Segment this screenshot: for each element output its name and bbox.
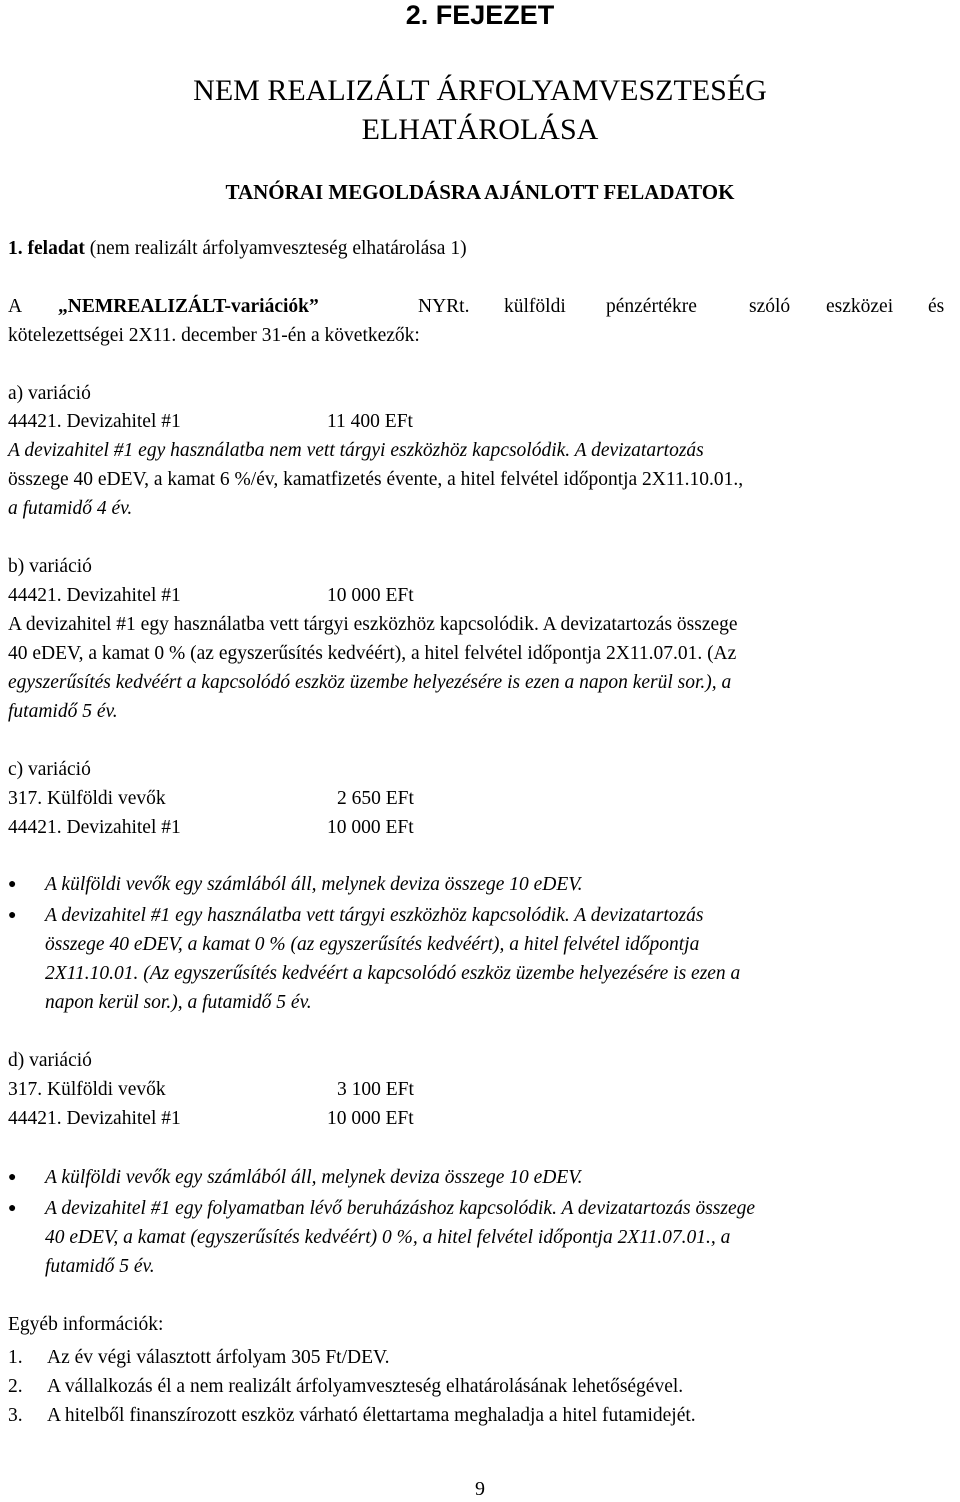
chapter-heading: 2. FEJEZET (405, 0, 555, 30)
variation-c-bullet-2-line-1: A devizahitel #1 egy használatba vett tárgyi eszközhöz kapcsolódik. A devizatartozás (45, 905, 704, 926)
variation-b-text-1: A devizahitel #1 egy használatba vett tárgyi eszközhöz kapcsolódik. A devizatartozás összege (8, 614, 738, 635)
variation-d-bullet-2-line-2: 40 eDEV, a kamat (egyszerűsítés kedvéért) 0 %, a hitel felvétel időpontja 2X11.07.01., a (45, 1227, 731, 1248)
other-info-item-2-number: 2. (8, 1376, 23, 1397)
bullet-icon: ● (8, 1201, 17, 1216)
intro-word-es: és (928, 296, 945, 317)
variation-d-bullet-2-line-1: A devizahitel #1 egy folyamatban lévő beruházáshoz kapcsolódik. A devizatartozás összege (45, 1198, 756, 1219)
intro-word-penzertekre: pénzértékre (606, 296, 697, 317)
intro-line-2: kötelezettségei 2X11. december 31-én a következők: (8, 325, 420, 346)
other-info-heading: Egyéb információk: (8, 1314, 164, 1335)
variation-d-heading: d) variáció (8, 1050, 92, 1071)
chapter-title-line-2: ELHATÁROLÁSA (361, 113, 599, 146)
other-info-item-2-text: A vállalkozás él a nem realizált árfolyamveszteség elhatárolásának lehetőségével. (47, 1376, 684, 1397)
variation-a-row-amount: 11 400 EFt (327, 411, 413, 432)
variation-d-bullet-2-line-3: futamidő 5 év. (45, 1256, 155, 1277)
variation-a-text-2: összege 40 eDEV, a kamat 6 %/év, kamatfizetés évente, a hitel felvétel időpontja 2X11.10.01., (8, 469, 744, 490)
variation-c-bullet-2-line-4: napon kerül sor.), a futamidő 5 év. (45, 992, 312, 1013)
other-info-item-1-text: Az év végi választott árfolyam 305 Ft/DEV. (47, 1347, 390, 1368)
variation-b-text-4: futamidő 5 év. (8, 701, 118, 722)
intro-word-szolo: szóló (749, 296, 791, 317)
section-subtitle: TANÓRAI MEGOLDÁSRA AJÁNLOTT FELADATOK (225, 180, 735, 204)
variation-d-row-2-amount: 10 000 EFt (327, 1108, 414, 1129)
variation-d-row-2-label: 44421. Devizahitel #1 (8, 1108, 181, 1129)
variation-c-heading: c) variáció (8, 759, 91, 780)
task-label: 1. feladat (8, 238, 85, 259)
task-heading (8, 238, 954, 260)
variation-d-row-1-amount: 3 100 EFt (337, 1079, 414, 1100)
variation-b-row-amount: 10 000 EFt (327, 585, 414, 606)
variation-a-row-label: 44421. Devizahitel #1 (8, 411, 181, 432)
variation-c-bullet-1: A külföldi vevők egy számlából áll, melynek deviza összege 10 eDEV. (45, 874, 583, 895)
intro-word-a: A (8, 296, 23, 317)
intro-company-name: „NEMREALIZÁLT-variációk” (58, 296, 319, 317)
variation-c-bullet-2-line-3: 2X11.10.01. (Az egyszerűsítés kedvéért a kapcsolódó eszköz üzembe helyezésére is ezen a (45, 963, 741, 984)
other-info-item-1-number: 1. (8, 1347, 23, 1368)
variation-b-text-2: 40 eDEV, a kamat 0 % (az egyszerűsítés kedvéért), a hitel felvétel időpontja 2X11.07.01. (Az (8, 643, 737, 664)
variation-c-row-2-label: 44421. Devizahitel #1 (8, 817, 181, 838)
variation-c-row-2-amount: 10 000 EFt (327, 817, 414, 838)
bullet-icon: ● (8, 908, 17, 923)
intro-word-nyrt: NYRt. (418, 296, 470, 317)
bullet-icon: ● (8, 877, 17, 892)
variation-b-row-label: 44421. Devizahitel #1 (8, 585, 181, 606)
variation-b-text-3: egyszerűsítés kedvéért a kapcsolódó eszköz üzembe helyezésére is ezen a napon kerül sor.), a (8, 672, 732, 693)
variation-b-heading: b) variáció (8, 556, 92, 577)
variation-d-row-1-label: 317. Külföldi vevők (8, 1079, 166, 1100)
variation-a-heading: a) variáció (8, 383, 91, 404)
page-number: 9 (475, 1478, 485, 1500)
variation-c-row-1-label: 317. Külföldi vevők (8, 788, 166, 809)
bullet-icon: ● (8, 1170, 17, 1185)
intro-word-kulfoldi: külföldi (504, 296, 566, 317)
other-info-item-3-text: A hitelből finanszírozott eszköz várható élettartama meghaladja a hitel futamidejét. (47, 1405, 696, 1426)
variation-a-text-1: A devizahitel #1 egy használatba nem vett tárgyi eszközhöz kapcsolódik. A devizatartozás (8, 440, 704, 461)
variation-a-text-3: a futamidő 4 év. (8, 498, 133, 519)
task-description: (nem realizált árfolyamveszteség elhatárolása 1) (84, 238, 467, 259)
variation-c-bullet-2-line-2: összege 40 eDEV, a kamat 0 % (az egyszerűsítés kedvéért), a hitel felvétel időpontja (45, 934, 700, 955)
variation-d-bullet-1: A külföldi vevők egy számlából áll, melynek deviza összege 10 eDEV. (45, 1167, 583, 1188)
intro-word-eszkozei: eszközei (826, 296, 894, 317)
variation-c-row-1-amount: 2 650 EFt (337, 788, 414, 809)
chapter-title-line-1: NEM REALIZÁLT ÁRFOLYAMVESZTESÉG (193, 74, 767, 107)
other-info-item-3-number: 3. (8, 1405, 23, 1426)
